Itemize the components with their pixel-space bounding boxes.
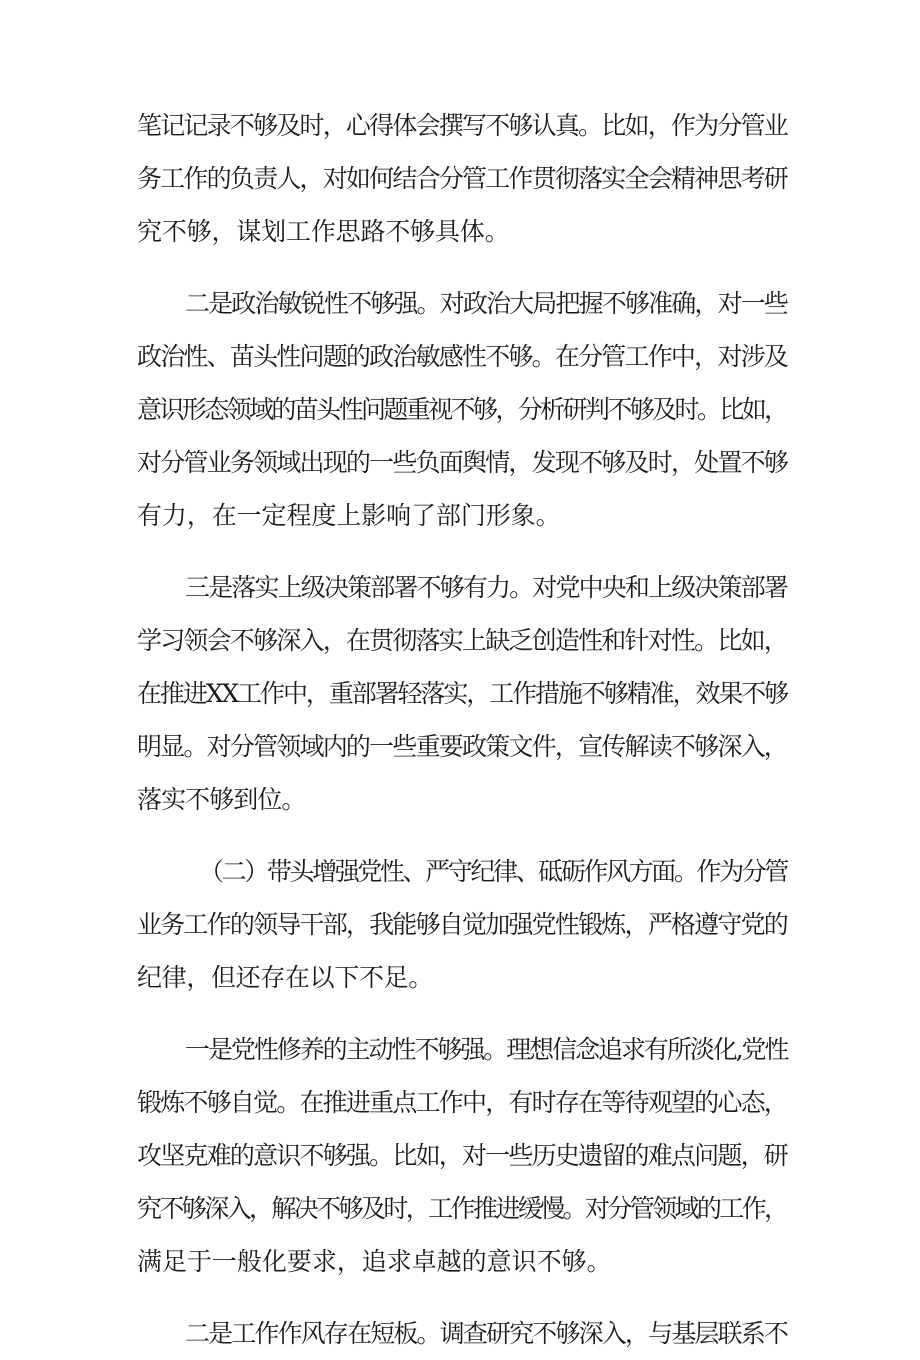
text-line: 意识形态领域的苗头性问题重视不够，分析研判不够及时。比如， (137, 395, 787, 424)
text-line: 一是党性修养的主动性不够强。理想信念追求有所淡化,党性 (185, 1035, 788, 1064)
text-line: 究不够，谋划工作思路不够具体。 (137, 217, 510, 246)
text-line: 纪律，但还存在以下不足。 (137, 963, 434, 992)
text-line: 究不够深入，解决不够及时，工作推进缓慢。对分管领域的工作， (137, 1194, 787, 1223)
document-body (137, 99, 797, 1360)
text-line: 对分管业务领域出现的一些负面舆情，发现不够及时，处置不够 (137, 448, 788, 477)
text-line: 三是落实上级决策部署不够有力。对党中央和上级决策部署 (185, 573, 788, 602)
text-line: 在推进XX工作中，重部署轻落实，工作措施不够精准，效果不够 (137, 679, 788, 708)
text-line: 锻炼不够自觉。在推进重点工作中，有时存在等待观望的心态， (137, 1088, 788, 1117)
paragraph-gap (137, 258, 797, 277)
text-line: 二是政治敏锐性不够强。对政治大局把握不够准确，对一些 (185, 289, 788, 318)
text-line: 二是工作作风存在短板。调查研究不够深入，与基层联系不 (185, 1319, 788, 1348)
text-line: 有力，在一定程度上影响了部门形象。 (137, 501, 561, 530)
text-line: 明显。对分管领域内的一些重要政策文件，宣传解读不够深入， (137, 732, 788, 761)
text-line: 攻坚克难的意识不够强。比如，对一些历史遗留的难点问题，研 (137, 1141, 788, 1170)
text-line: 务工作的负责人，对如何结合分管工作贯彻落实全会精神思考研 (137, 164, 788, 193)
text-line: （二）带头增强党性、严守纪律、砥砺作风方面。作为分管 (199, 857, 788, 886)
paragraph-gap (137, 826, 797, 845)
text-line: 学习领会不够深入，在贯彻落实上缺乏创造性和针对性。比如， (137, 626, 788, 655)
paragraph-gap (137, 1004, 797, 1023)
paragraph-gap (137, 1288, 797, 1307)
text-line: 落实不够到位。 (137, 785, 306, 814)
text-line: 满足于一般化要求，追求卓越的意识不够。 (137, 1247, 612, 1276)
paragraph-gap (137, 542, 797, 561)
text-line: 笔记记录不够及时，心得体会撰写不够认真。比如，作为分管业 (137, 111, 788, 140)
text-line: 业务工作的领导干部，我能够自觉加强党性锻炼，严格遵守党的 (137, 910, 788, 939)
text-line: 政治性、苗头性问题的政治敏感性不够。在分管工作中，对涉及 (137, 342, 788, 371)
